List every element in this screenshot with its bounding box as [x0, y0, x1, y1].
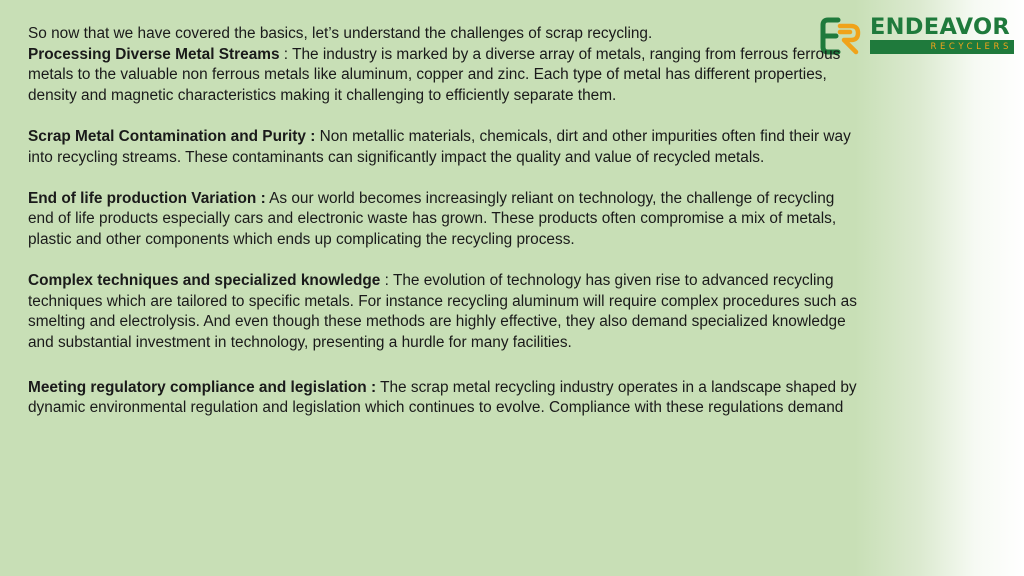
- section-end-of-life-variation: [28, 189, 858, 251]
- section-complex-techniques: [28, 271, 858, 353]
- section-regulatory-compliance: [28, 378, 858, 419]
- section-body: The scrap metal recycling industry operates in a landscape shaped by dynamic environmental regulation and legislation which continues to evolve. Compliance with these regulations demand: [28, 378, 857, 417]
- article-body: [28, 24, 858, 419]
- section-heading: Processing Diverse Metal Streams: [28, 45, 280, 63]
- section-heading: Complex techniques and specialized knowledge: [28, 272, 381, 290]
- section-body: As our world becomes increasingly reliant on technology, the challenge of recycling end of life products especially cars and electronic waste has grown. These products often compromise a mix of metals, plastic and other components which ends up complicating the recycling process.: [28, 189, 837, 248]
- intro-text: So now that we have covered the basics, let’s understand the challenges of scrap recycling.: [28, 25, 653, 42]
- section-separator: :: [380, 272, 393, 290]
- section-heading: End of life production Variation :: [28, 189, 266, 207]
- logo-name: ENDEAVOR: [870, 14, 1011, 40]
- section-processing-diverse-metal-streams: [28, 45, 858, 107]
- section-body: The industry is marked by a diverse array of metals, ranging from ferrous ferrous metals to the valuable non ferrous metals like aluminum, copper and zinc. Each type of metal has different properties, density and magnetic characteristics making it challenging to efficiently separate them.: [28, 45, 841, 104]
- section-contamination-and-purity: [28, 127, 858, 168]
- section-heading: Scrap Metal Contamination and Purity :: [28, 127, 316, 145]
- section-body: The evolution of technology has given rise to advanced recycling techniques which are tailored to specific metals. For instance recycling aluminum will require complex procedures such as smelting and electrolysis. And even though these methods are highly effective, they also demand specialized knowledge and substantial investment in technology, presenting a hurdle for many facilities.: [28, 272, 857, 351]
- logo-tagline: RECYCLERS: [870, 40, 1014, 54]
- section-body: Non metallic materials, chemicals, dirt and other impurities often find their way into recycling streams. These contaminants can significantly impact the quality and value of recycled metals.: [28, 127, 851, 166]
- section-separator: :: [279, 45, 293, 63]
- section-heading: Meeting regulatory compliance and legislation :: [28, 378, 377, 396]
